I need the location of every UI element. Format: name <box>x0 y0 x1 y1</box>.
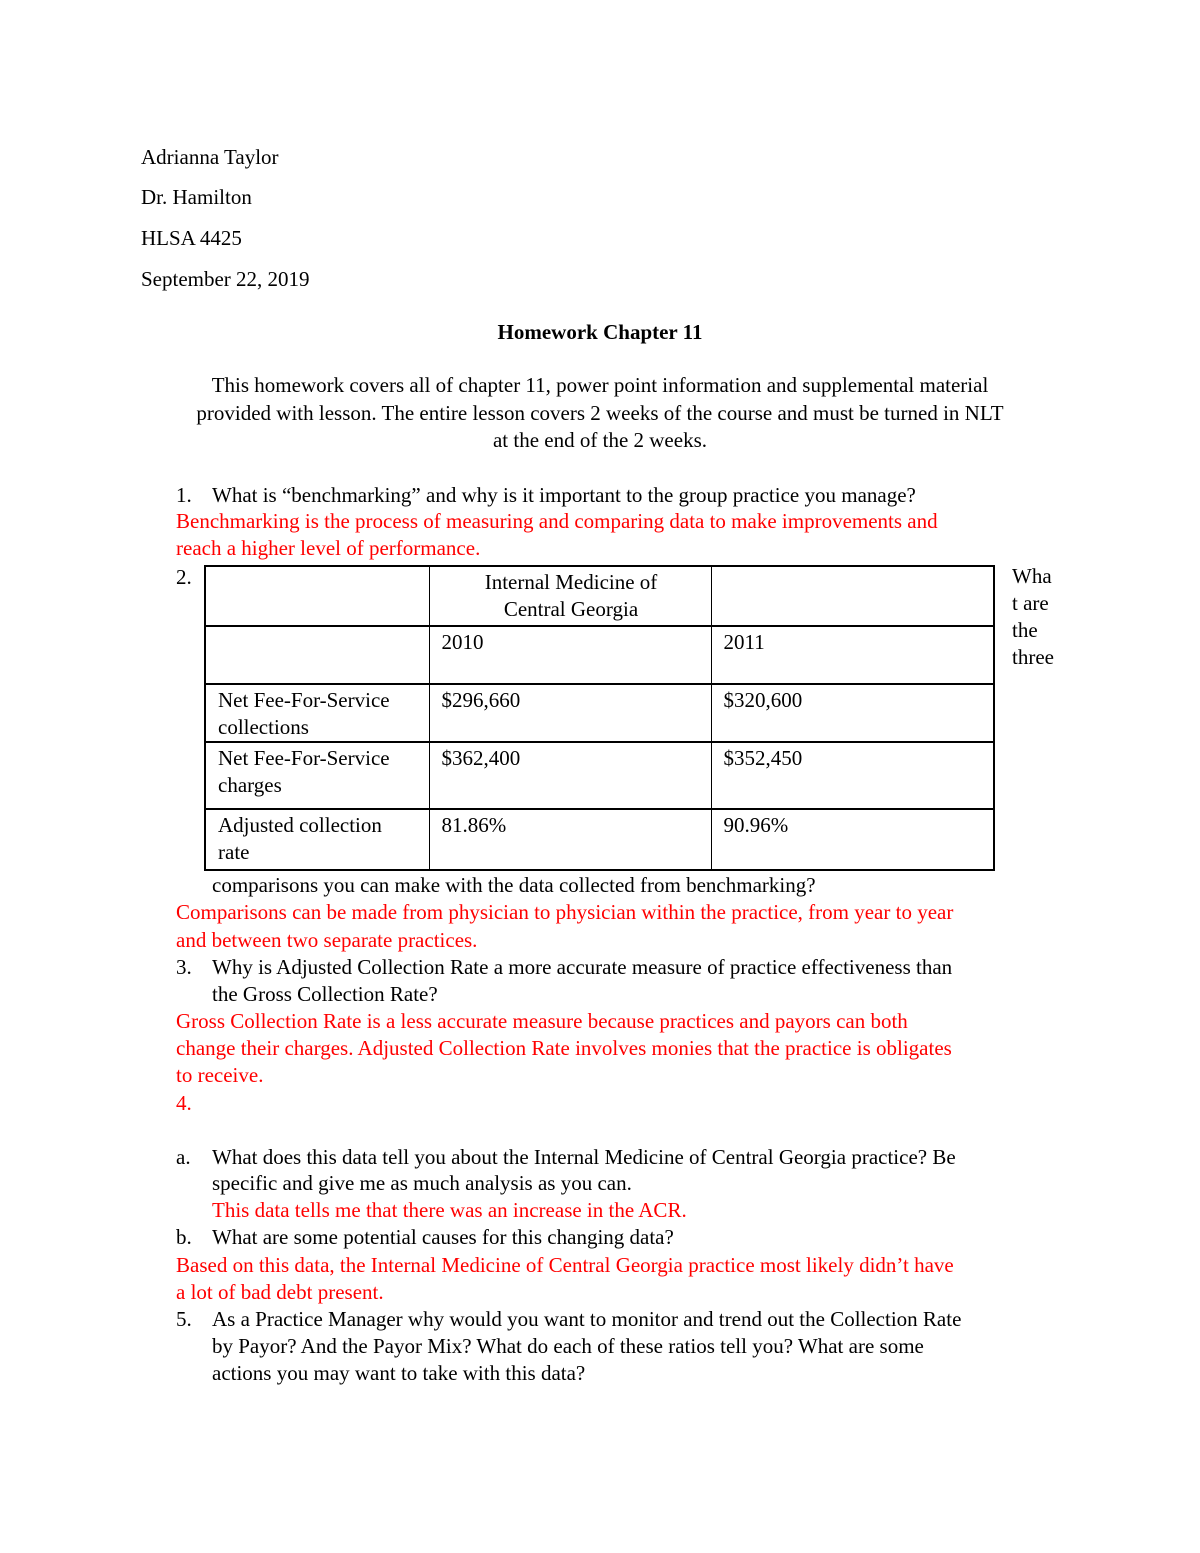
q2-side-text-4: three <box>1012 645 1054 669</box>
q2-side-text-3: the <box>1012 618 1038 642</box>
value-2010: 81.86% <box>429 809 711 870</box>
q3-question-line-1: Why is Adjusted Collection Rate a more accurate measure of practice effectiveness than <box>212 955 953 979</box>
q4a-question-line-1: What does this data tell you about the Internal Medicine of Central Georgia practice? Be <box>212 1145 956 1169</box>
q3-question-line-2: the Gross Collection Rate? <box>212 982 438 1006</box>
q5-line-2: by Payor? And the Payor Mix? What do each of these ratios tell you? What are some <box>212 1334 924 1358</box>
row-label <box>205 809 429 870</box>
q4b-label: b. <box>176 1225 192 1249</box>
intro-line-3: at the end of the 2 weeks. <box>492 428 707 452</box>
table-row <box>205 809 994 870</box>
value-2010: $362,400 <box>429 742 711 809</box>
table-cell-empty <box>205 566 429 626</box>
q4-number: 4. <box>176 1091 192 1115</box>
table-row <box>205 684 994 742</box>
row-label-line-1: Adjusted collection <box>218 813 382 837</box>
benchmark-table <box>204 565 995 871</box>
table-row <box>205 742 994 809</box>
row-label-line-1: Net Fee-For-Service <box>218 746 390 770</box>
year-2010-header: 2010 <box>429 626 711 684</box>
q2-number: 2. <box>176 565 192 589</box>
q2-side-text-2: t are <box>1012 591 1049 615</box>
row-label <box>205 742 429 809</box>
table-header-row <box>205 566 994 626</box>
intro-line-1: This homework covers all of chapter 11, power point information and supplemental material <box>211 373 989 397</box>
q2-question-cont: comparisons you can make with the data collected from benchmarking? <box>212 873 816 897</box>
value-2011: $320,600 <box>711 684 994 742</box>
q4b-answer-line-1: Based on this data, the Internal Medicine of Central Georgia practice most likely didn’t have <box>176 1253 954 1277</box>
table-year-row <box>205 626 994 684</box>
table-cell-empty <box>711 566 994 626</box>
year-2011-header: 2011 <box>711 626 994 684</box>
practice-name-line-1: Internal Medicine of <box>484 570 658 594</box>
document-title: Homework Chapter 11 <box>497 320 703 344</box>
q4a-label: a. <box>176 1145 191 1169</box>
q3-answer-line-2: change their charges. Adjusted Collection Rate involves monies that the practice is obligates <box>176 1036 952 1060</box>
course-code: HLSA 4425 <box>141 226 242 250</box>
value-2010: $296,660 <box>429 684 711 742</box>
q1-question: What is “benchmarking” and why is it important to the group practice you manage? <box>212 483 916 507</box>
value-2011: $352,450 <box>711 742 994 809</box>
q3-number: 3. <box>176 955 192 979</box>
table-cell-empty <box>205 626 429 684</box>
q3-answer-line-1: Gross Collection Rate is a less accurate measure because practices and payors can both <box>176 1009 908 1033</box>
q2-answer-line-2: and between two separate practices. <box>176 928 478 952</box>
q1-answer-line-1: Benchmarking is the process of measuring and comparing data to make improvements and <box>176 509 938 533</box>
q1-number: 1. <box>176 483 192 507</box>
row-label-line-2: rate <box>218 840 250 864</box>
intro-line-2: provided with lesson. The entire lesson covers 2 weeks of the course and must be turned in NLT <box>196 401 1004 425</box>
practice-name-line-2: Central Georgia <box>503 597 639 621</box>
date: September 22, 2019 <box>141 267 310 291</box>
instructor-name: Dr. Hamilton <box>141 185 252 209</box>
q5-line-3: actions you may want to take with this data? <box>212 1361 586 1385</box>
q5-line-1: As a Practice Manager why would you want to monitor and trend out the Collection Rate <box>212 1307 962 1331</box>
q4b-answer-line-2: a lot of bad debt present. <box>176 1280 384 1304</box>
value-2011: 90.96% <box>711 809 994 870</box>
row-label <box>205 684 429 742</box>
q2-side-text-1: Wha <box>1012 564 1052 588</box>
row-label-line-2: collections <box>218 715 309 739</box>
q2-answer-line-1: Comparisons can be made from physician to physician within the practice, from year to year <box>176 900 954 924</box>
q3-answer-line-3: to receive. <box>176 1063 264 1087</box>
q4a-question-line-2: specific and give me as much analysis as you can. <box>212 1171 632 1195</box>
row-label-line-1: Net Fee-For-Service <box>218 688 390 712</box>
q4b-question: What are some potential causes for this changing data? <box>212 1225 674 1249</box>
q1-answer-line-2: reach a higher level of performance. <box>176 536 481 560</box>
table-practice-header <box>429 566 711 626</box>
student-name: Adrianna Taylor <box>141 145 279 169</box>
q4a-answer: This data tells me that there was an increase in the ACR. <box>212 1198 687 1222</box>
row-label-line-2: charges <box>218 773 282 797</box>
q5-number: 5. <box>176 1307 192 1331</box>
